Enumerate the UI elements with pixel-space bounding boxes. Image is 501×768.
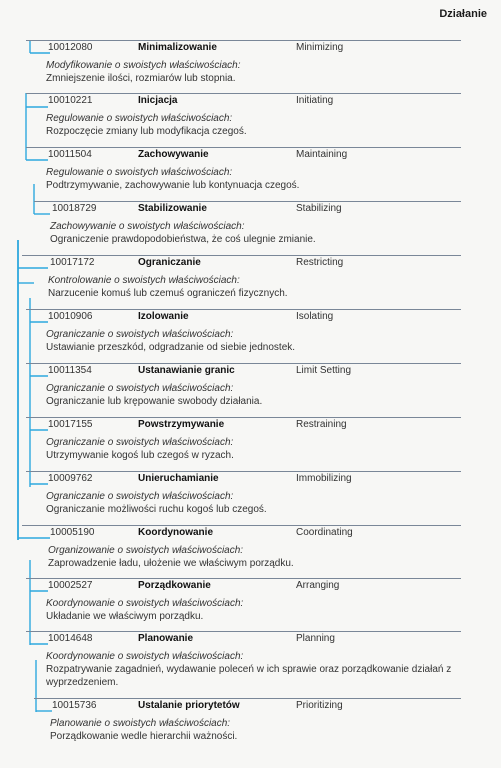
entry-rule — [26, 631, 461, 632]
definition-text: Zmniejszenie ilości, rozmiarów lub stopnia. — [46, 73, 236, 84]
definition-heading: Regulowanie o swoistych właściwościach: — [46, 113, 233, 124]
entry-rule — [34, 698, 461, 699]
definition-heading: Planowanie o swoistych właściwościach: — [50, 718, 231, 729]
term-english: Minimizing — [296, 42, 344, 53]
definition-heading: Ograniczanie o swoistych właściwościach: — [46, 491, 234, 502]
term-code: 10010906 — [48, 311, 93, 322]
definition-text: Utrzymywanie kogoś lub czegoś w ryzach. — [46, 450, 234, 461]
term-name: Izolowanie — [138, 311, 189, 322]
term-english: Restraining — [296, 419, 347, 430]
term-code: 10009762 — [48, 473, 93, 484]
entry-rule — [26, 147, 461, 148]
definition-text: Ograniczanie możliwości ruchu kogoś lub czegoś. — [46, 504, 267, 515]
definition-text: Rozpatrywanie zagadnień, wydawanie poleceń w ich sprawie oraz porządkowanie działań z wyprzedzeniem. — [46, 664, 452, 688]
entry-rule — [26, 417, 461, 418]
entry-rule — [22, 525, 461, 526]
term-english: Prioritizing — [296, 700, 343, 711]
term-name: Unieruchamianie — [138, 473, 219, 484]
term-code: 10011504 — [48, 149, 92, 160]
definition-text: Rozpoczęcie zmiany lub modyfikacja czegoś. — [46, 126, 247, 137]
term-name: Ograniczanie — [138, 257, 201, 268]
term-code: 10015736 — [52, 700, 97, 711]
definition-heading: Ograniczanie o swoistych właściwościach: — [46, 383, 234, 394]
entry-rule — [26, 93, 461, 94]
term-english: Stabilizing — [296, 203, 342, 214]
definition-text: Narzucenie komuś lub czemuś ograniczeń fizycznych. — [48, 288, 288, 299]
entry-rule — [26, 40, 461, 41]
definition-text: Podtrzymywanie, zachowywanie lub kontynuacja czegoś. — [46, 180, 300, 191]
term-name: Porządkowanie — [138, 580, 211, 591]
term-english: Initiating — [296, 95, 334, 106]
term-english: Arranging — [296, 580, 340, 591]
entry-rule — [26, 471, 461, 472]
definition-heading: Ograniczanie o swoistych właściwościach: — [46, 437, 234, 448]
term-name: Planowanie — [138, 633, 194, 644]
entry-rule — [26, 309, 461, 310]
term-code: 10017155 — [48, 419, 93, 430]
term-english: Coordinating — [296, 527, 353, 538]
term-english: Maintaining — [296, 149, 348, 160]
definition-heading: Modyfikowanie o swoistych właściwościach: — [46, 60, 241, 71]
definition-text: Ograniczenie prawdopodobieństwa, że coś ulegnie zmianie. — [50, 234, 316, 245]
term-english: Restricting — [296, 257, 344, 268]
definition-heading: Regulowanie o swoistych właściwościach: — [46, 167, 233, 178]
definition-text: Układanie we właściwym porządku. — [46, 611, 204, 622]
term-code: 10018729 — [52, 203, 97, 214]
term-code: 10012080 — [48, 42, 93, 53]
definition-text: Zaprowadzenie ładu, ułożenie we właściwym porządku. — [48, 558, 294, 569]
definition-heading: Zachowywanie o swoistych właściwościach: — [50, 221, 245, 232]
entry-rule — [26, 578, 461, 579]
term-code: 10014648 — [48, 633, 93, 644]
term-code: 10005190 — [50, 527, 95, 538]
definition-heading: Ograniczanie o swoistych właściwościach: — [46, 329, 234, 340]
definition-text: Ograniczanie lub krępowanie swobody działania. — [46, 396, 263, 407]
term-name: Ustalanie priorytetów — [138, 700, 240, 711]
term-name: Koordynowanie — [138, 527, 214, 538]
term-english: Isolating — [296, 311, 334, 322]
term-code: 10010221 — [48, 95, 93, 106]
term-code: 10011354 — [48, 365, 92, 376]
term-name: Minimalizowanie — [138, 42, 217, 53]
term-name: Inicjacja — [138, 95, 178, 106]
definition-heading: Koordynowanie o swoistych właściwościach: — [46, 598, 244, 609]
definition-heading: Koordynowanie o swoistych właściwościach: — [46, 651, 244, 662]
term-english: Planning — [296, 633, 335, 644]
page-title: Działanie — [439, 8, 487, 20]
entry-rule — [26, 363, 461, 364]
entry-rule — [34, 201, 461, 202]
definition-text: Ustawianie przeszkód, odgradzanie od siebie jednostek. — [46, 342, 296, 353]
term-code: 10017172 — [50, 257, 95, 268]
term-name: Powstrzymywanie — [138, 419, 225, 430]
term-name: Stabilizowanie — [138, 203, 207, 214]
entry-rule — [22, 255, 461, 256]
definition-text: Porządkowanie wedle hierarchii ważności. — [50, 731, 238, 742]
term-english: Immobilizing — [296, 473, 352, 484]
definition-heading: Organizowanie o swoistych właściwościach: — [48, 545, 244, 556]
term-code: 10002527 — [48, 580, 93, 591]
definition-heading: Kontrolowanie o swoistych właściwościach: — [48, 275, 240, 286]
term-name: Ustanawianie granic — [138, 365, 235, 376]
term-english: Limit Setting — [296, 365, 352, 376]
term-name: Zachowywanie — [138, 149, 209, 160]
